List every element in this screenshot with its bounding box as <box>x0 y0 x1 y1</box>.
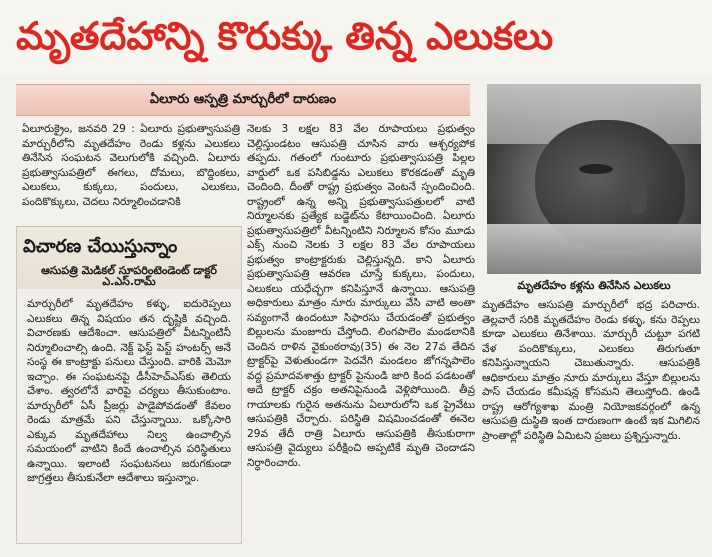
headline-area <box>0 0 712 74</box>
photo-cloth-bottom <box>487 224 701 274</box>
headline: మృతదేహాన్ని కొరుక్కు తిన్న ఎలుకలు <box>16 14 554 58</box>
news-photo <box>487 84 701 274</box>
article-column-middle: నెలకు 3 లక్షల 83 వేల రూపాయలు ప్రభుత్వం చెల్లిస్తుండటం ఆసుపత్రి చూసిన వారు ఆశ్చర్యపోక తప్పదు. గతంలో గుంటూరు ప్రభుత్వాసుపత్రి పిల్లల వార్డులో ఒక పసిబిడ్డను ఎలుకలు కొరకడంతో మృతి చెందింది. దీంతో రాష్ట్ర ప్రభుత్వం వెంటనే స్పందించింది. రాష్ట్రంలో ఉన్న అన్ని ప్రభుత్వాసుపత్రులలో వాటి నిర్మూలనకు ప్రత్యేక బడ్జెట్‌ను కేటాయించింది. ఏలూరు ప్రభుత్వాసుపత్రిలో వీటన్నింటిని నిర్మూలన కోసం మూడు ఎక్స్ నుంచి నెలకు 3 లక్షల 83 వేల రూపాయలు ప్రభుత్వం కాంట్రాక్టరుకు చెల్లిస్తున్నది. కాని ఏలూరు ప్రభుత్వాసుపత్రి ఆవరణ చూస్తే కుక్కలు, పందులు, ఎలుకలు యధేచ్ఛగా కనిపిస్తూనే ఉన్నాయి. ఆసుపత్రి అధికారులు మాత్రం నూరు మార్కులు వేసి వాటి అంతా సవ్యంగానే ఉందంటూ సిఫారసు చేయడంతో ప్రభుత్వం బిల్లులను మంజూరు చేస్తోంది. లింగపాలెం మండలానికి చెందిన రాళిన వైకుంఠరావు(35) ఈ నెల 27వ తేదిన ట్రాక్టర్‌పై వెళుతుండగా పెదవేగి మండలం జోగన్నపాలెం వద్ద ప్రమాదవశాత్తు ట్రాక్టర్ పైనుండి జారి కింద పడటంతో అదే ట్రాక్టర్ చక్రం అతనిపైనుండి వెళ్లిపోయింది. తీవ్ర గాయాలకు గురైన అతనును ఏలూరులోని ఒక ప్రైవేటు ఆసుపత్రికి చేర్చారు. పరిస్థితి విషమించడంతో ఈనెల 29వ తేదీ రాత్రి ఏలూరు ఆసుపత్రికి తీసుకురాగా ఆసుపత్రి వైద్యులు పరీక్షించి అప్పటికే మృతి చెందాడని నిర్ధారించారు. <box>247 123 475 469</box>
sub-headline-banner <box>16 84 470 116</box>
photo-nose <box>629 176 647 214</box>
sidebar-box <box>16 226 242 544</box>
sub-headline: ఏలూరు ఆస్పత్రి మార్చురీలో దారుణం <box>149 92 337 107</box>
sidebar-box-title: విచారణ చేయిస్తున్నాం <box>23 236 178 257</box>
sidebar-box-body: మార్చురీలో మృతదేహం కళ్ళు, ఐదురెప్పలు ఎలుకలు తిన్న విషయం తన దృష్టికి వచ్చింది. విచారణకు ఆదేశించా. ఆసుపత్రిలో వీటన్నింటినీ నిర్మూలించాల్సి ఉంది. నెక్ట్ ఫెస్ట్ పెస్ట్ హంటర్స్ అనే సంస్థ ఈ కాంట్రాక్టు పనులు చేస్తుంది. వారికి మెమో ఇచ్చాం. ఈ సంఘటనపై డీసీహెచ్‌ఎస్‌కు తెలియ చేశాం. త్వరలోనే వారిపై చర్యలు తీసుకుంటాం. మార్చురీలో ఏసీ ప్రీజర్లు పాడైపోవడంతో కేవలం రెండు మాత్రమే పని చేస్తున్నాయి. ఒక్కోసారి ఎక్కువ మృతదేహాలు నిల్వ ఉంచాల్సిన సమయంలో వాటిని కిందే ఉంచాల్సిన పరిస్థితులు ఉన్నాయి. ఇలాంటి సంఘటనలు జరుగకుండా జాగ్రత్తలు తీసుకునేలా ఆదేశాలు ఇస్తున్నాం. <box>27 298 231 484</box>
article-column-right: మృతదేహం ఆసుపత్రి మార్చురీలో భద్ర పరిచారు. తెల్లవారే సరికి మృతదేహం రెండు కళ్ళు, కను రెప్పలు కూడా ఎలుకలు తినేశాయి. మార్చురీ చుట్టూ పగటి వేళ పందికొక్కులు, ఎలుకలు తిరుగుతూ కనిపిస్తున్నాయని చెబుతున్నారు. ఆసుపత్రికి ఆధికారులు మాత్రం నూరు మార్కులు వేస్తూ బిల్లులను పాస్ చేయడం కమీషన్ల కోసమని తెలుస్తోంది. ఉండి రాష్ట్ర ఆరోగ్యశాఖ మంత్రి నియోజకవర్గంలో ఉన్న ఆసుపత్రి దుస్థితి ఇంత దారుణంగా ఉంటే ఇక మిగిలిన ప్రాంతాల్లో పరిస్థితి ఏమిటని ప్రజలు ప్రశ్నిస్తున్నారు. <box>482 299 700 442</box>
article-column-left: ఏలూరుక్రైం, జనవరి 29 : ఏలూరు ప్రభుత్వాసుపత్రి మార్చురీలోని మృతదేహం రెండు కళ్లను ఎలుకలు తినేసిన సంఘటన వెలుగులోకి వచ్చింది. ఏలూరు ప్రభుత్వాసుపత్రిలో ఈగలు, దోమలు, బొద్దింకలు, ఎలుకలు, కుక్కలు, పందులు, ఎలుకలు, పందికొక్కులు, చెదలు నిర్మూలించడానికి <box>22 123 240 208</box>
sidebar-box-header <box>17 227 241 289</box>
photo-caption: మృతదేహం కళ్లను తినేసిన ఎలుకలు <box>517 279 671 292</box>
sidebar-box-subtitle: ఆసుపత్రి మెడికల్ సూపరింటెండెంట్ డాక్టర్ ఎ.ఎస్.రామ్ <box>41 264 217 288</box>
photo-eye <box>579 164 613 174</box>
